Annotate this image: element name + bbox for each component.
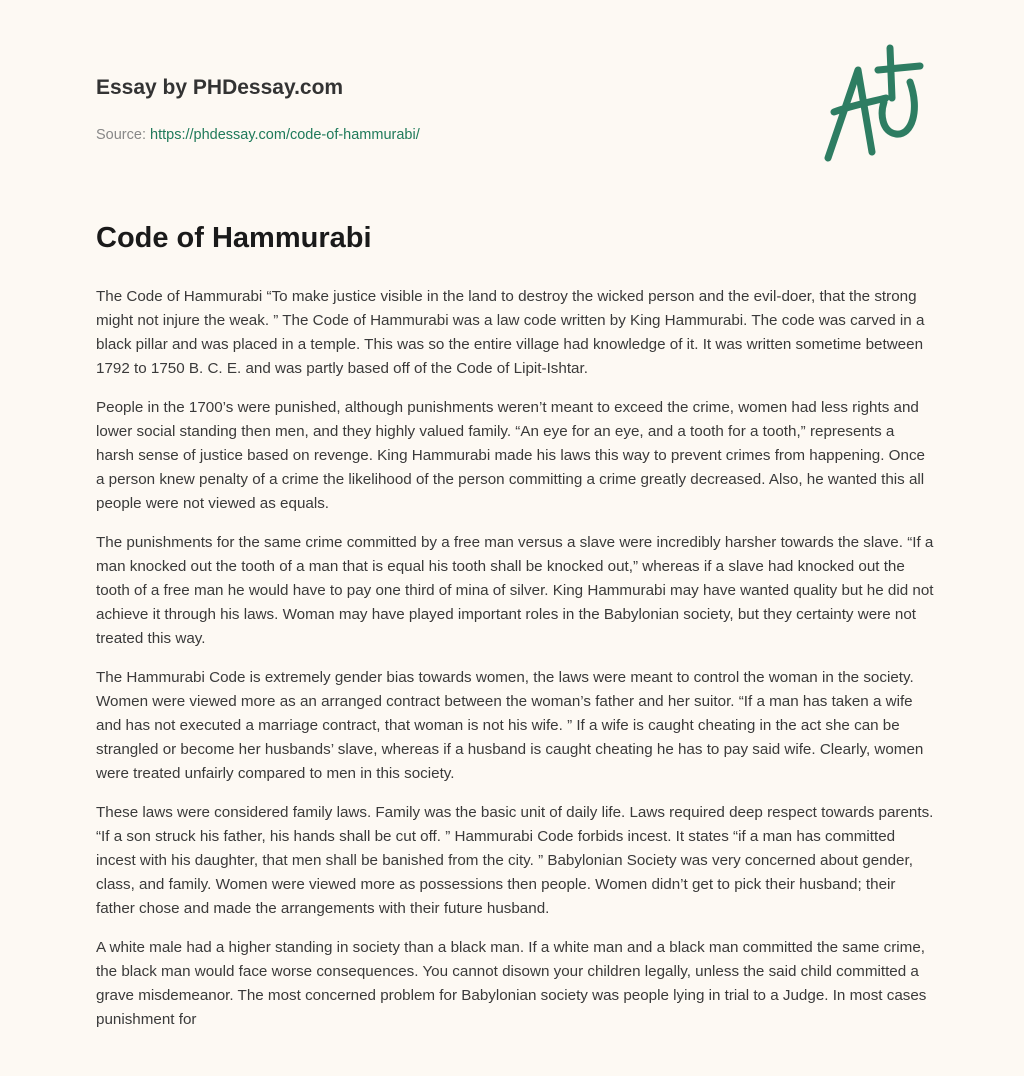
essay-header xyxy=(96,76,420,143)
source-line xyxy=(96,127,420,143)
a-plus-logo-icon xyxy=(820,40,930,165)
essay-body xyxy=(96,285,934,1047)
paragraph: The Code of Hammurabi “To make justice visible in the land to destroy the wicked person and the evil-doer, that the strong might not injure the weak. ” The Code of Hammurabi was a law code written by King Hammurabi. The code was carved in a black pillar and was placed in a temple. This was so the entire village had knowledge of it. It was written sometime between 1792 to 1750 B. C. E. and was partly based off of the Code of Lipit-Ishtar. xyxy=(96,288,925,377)
paragraph: The punishments for the same crime committed by a free man versus a slave were incredibly harsher towards the slave. “If a man knocked out the tooth of a man that is equal his tooth shall be knocked out,” whereas if a slave had knocked out the tooth of a free man he would have to pay one third of mina of silver. King Hammurabi may have wanted quality but he did not achieve it through his laws. Woman may have played important roles in the Babylonian society, but they certainty were not treated this way. xyxy=(96,534,934,647)
paragraph: People in the 1700’s were punished, although punishments weren’t meant to exceed the crime, women had less rights and lower social standing then men, and they highly valued family. “An eye for an eye, and a tooth for a tooth,” represents a harsh sense of justice based on revenge. King Hammurabi made his laws this way to prevent crimes from happening. Once a person knew penalty of a crime the likelihood of the person committing a crime greatly decreased. Also, he wanted this all people were not viewed as equals. xyxy=(96,399,925,512)
brand-title: Essay by PHDessay.com xyxy=(96,76,344,99)
page-title: Code of Hammurabi xyxy=(96,222,372,254)
paragraph: These laws were considered family laws. Family was the basic unit of daily life. Laws required deep respect towards parents. “If a son struck his father, his hands shall be cut off. ” Hammurabi Code forbids incest. It states “if a man has committed incest with his daughter, that men shall be banished from the city. ” Babylonian Society was very concerned about gender, class, and family. Women were viewed more as possessions then people. Women didn’t get to pick their husband; their father chose and made the arrangements with their future husband. xyxy=(96,804,934,917)
source-link[interactable]: https://phdessay.com/code-of-hammurabi/ xyxy=(150,127,420,143)
paragraph: A white male had a higher standing in society than a black man. If a white man and a black man committed the same crime, the black man would face worse consequences. You cannot disown your children legally, unless the said child committed a grave misdemeanor. The most concerned problem for Babylonian society was people lying in trial to a Judge. In most cases punishment for xyxy=(96,939,927,1028)
source-label: Source: xyxy=(96,127,146,143)
paragraph: The Hammurabi Code is extremely gender bias towards women, the laws were meant to control the woman in the society. Women were viewed more as an arranged contract between the woman’s father and her suitor. “If a man has taken a wife and has not executed a marriage contract, that woman is not his wife. ” If a wife is caught cheating in the act she can be strangled or become her husbands’ slave, whereas if a husband is caught cheating he has to pay said wife. Clearly, women were treated unfairly compared to men in this society. xyxy=(96,669,924,782)
